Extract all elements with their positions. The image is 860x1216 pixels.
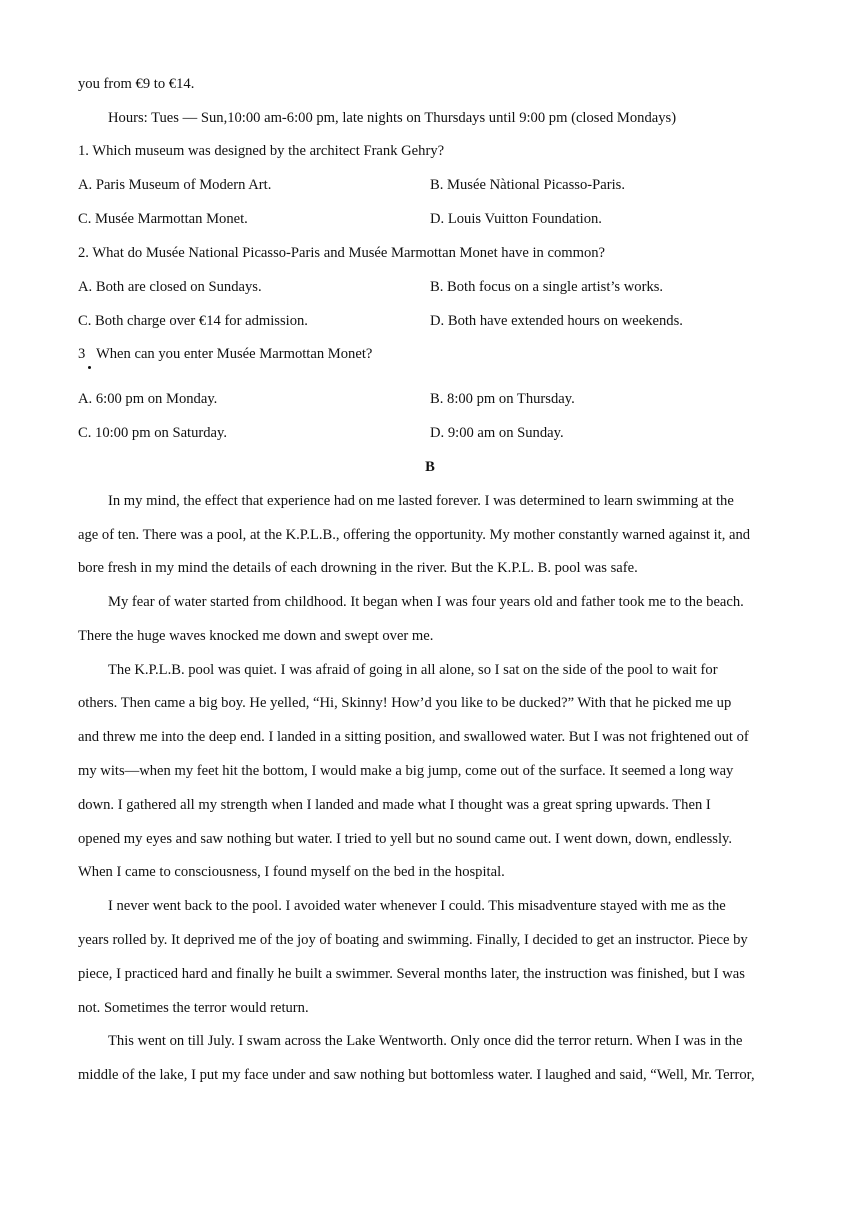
question-3-option-c: C. 10:00 pm on Saturday. [78,425,228,441]
passage-line: There the huge waves knocked me down and swept over me. [78,628,434,644]
passage-line: years rolled by. It deprived me of the joy of boating and swimming. Finally, I decided to get an instructor. Piece by [78,932,748,948]
passage-line: and threw me into the deep end. I landed in a sitting position, and swallowed water. But I was not frightened out of [78,729,749,745]
question-1-option-d: D. Louis Vuitton Foundation. [430,211,602,227]
hours-text: Hours: Tues — Sun,10:00 am-6:00 pm, late nights on Thursdays until 9:00 pm (closed Mondays) [108,110,677,126]
question-2-option-d: D. Both have extended hours on weekends. [430,313,683,329]
passage-line: In my mind, the effect that experience had on me lasted forever. I was determined to learn swimming at the [108,493,734,509]
question-1-option-c: C. Musée Marmottan Monet. [78,211,248,227]
passage-line: bore fresh in my mind the details of each drowning in the river. But the K.P.L. B. pool was safe. [78,560,638,576]
passage-line: This went on till July. I swam across the Lake Wentworth. Only once did the terror return. When I was in the [108,1033,743,1049]
price-range-text: you from €9 to €14. [78,76,195,92]
question-2-stem: 2. What do Musée National Picasso-Paris and Musée Marmottan Monet have in common? [78,245,606,261]
question-3-option-a: A. 6:00 pm on Monday. [78,391,218,407]
question-1-stem: 1. Which museum was designed by the architect Frank Gehry? [78,143,445,159]
question-2-option-b: B. Both focus on a single artist’s works. [430,279,664,295]
question-3-option-d: D. 9:00 am on Sunday. [430,425,564,441]
passage-line: others. Then came a big boy. He yelled, “Hi, Skinny! How’d you like to be ducked?” With that he picked me up [78,695,732,711]
passage-line: my wits—when my feet hit the bottom, I would make a big jump, come out of the surface. It seemed a long way [78,763,734,779]
passage-line: The K.P.L.B. pool was quiet. I was afraid of going in all alone, so I sat on the side of the pool to wait for [108,662,718,678]
passage-line: I never went back to the pool. I avoided water whenever I could. This misadventure stayed with me as the [108,898,726,914]
passage-line: middle of the lake, I put my face under and saw nothing but bottomless water. I laughed and said, “Well, Mr. Terror, [78,1067,755,1083]
question-3-option-b: B. 8:00 pm on Thursday. [430,391,575,407]
question-3-stem: 3 When can you enter Musée Marmottan Monet? [78,346,373,362]
passage-line: down. I gathered all my strength when I landed and made what I thought was a great spring upwards. Then I [78,797,711,813]
question-2-option-c: C. Both charge over €14 for admission. [78,313,308,329]
passage-line: not. Sometimes the terror would return. [78,1000,309,1016]
passage-line: When I came to consciousness, I found myself on the bed in the hospital. [78,864,505,880]
passage-line: piece, I practiced hard and finally he built a swimmer. Several months later, the instruction was finished, but I was [78,966,745,982]
question-1-option-a: A. Paris Museum of Modern Art. [78,177,272,193]
passage-line: age of ten. There was a pool, at the K.P.L.B., offering the opportunity. My mother constantly warned against it, and [78,527,751,543]
section-b-heading: B [425,459,435,475]
question-2-option-a: A. Both are closed on Sundays. [78,279,262,295]
passage-line: My fear of water started from childhood. It began when I was four years old and father took me to the beach. [108,594,744,610]
question-number-dot [88,366,91,369]
passage-line: opened my eyes and saw nothing but water. I tried to yell but no sound came out. I went down, down, endlessly. [78,831,733,847]
question-1-option-b: B. Musée Nàtional Picasso-Paris. [430,177,625,193]
